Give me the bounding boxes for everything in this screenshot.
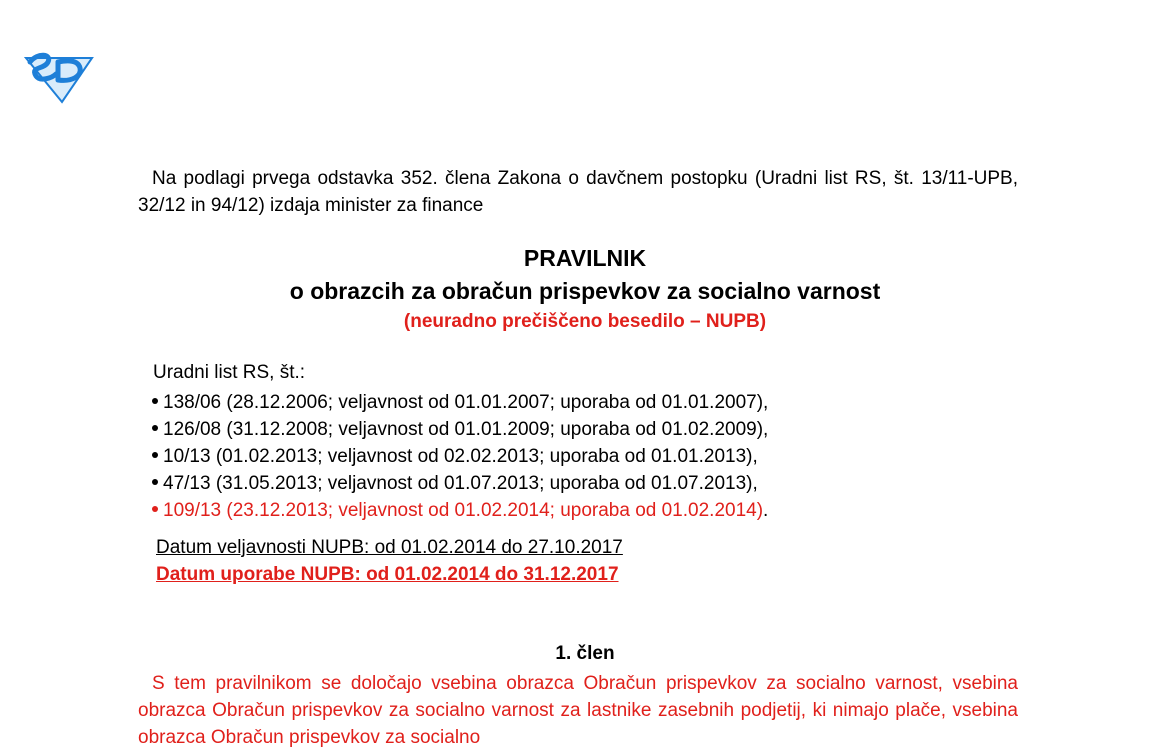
document-note: (neuradno prečiščeno besedilo – NUPB) <box>403 311 767 332</box>
article-body <box>138 670 1018 751</box>
application-date: Datum uporabe NUPB: od 01.02.2014 do 31.12.2017 <box>156 564 619 585</box>
document-subtitle: o obrazcih za obračun prispevkov za socialno varnost <box>289 278 881 304</box>
gazette-entry: 109/13 (23.12.2013; veljavnost od 01.02.2014; uporaba od 01.02.2014) <box>163 500 764 521</box>
list-item <box>152 497 768 524</box>
bullet-icon <box>152 506 158 512</box>
gazette-entry: 10/13 (01.02.2013; veljavnost od 02.02.2013; uporaba od 01.01.2013), <box>163 446 758 467</box>
gazette-entry: 126/08 (31.12.2008; veljavnost od 01.01.2009; uporaba od 01.02.2009), <box>163 419 769 440</box>
bullet-icon <box>152 479 158 485</box>
bullet-icon <box>152 452 158 458</box>
gazette-entry-tail: . <box>763 500 769 521</box>
gazette-label: Uradni list RS, št.: <box>153 362 306 383</box>
intro-text: Na podlagi prvega odstavka 352. člena Zakona o davčnem postopku (Uradni list RS, št. 13/11-UPB, 32/12 in 94/12) izdaja minister za finance <box>138 168 1018 216</box>
logo-icon <box>22 48 96 104</box>
list-item <box>152 416 768 443</box>
gazette-entry: 138/06 (28.12.2006; veljavnost od 01.01.2007; uporaba od 01.01.2007), <box>163 392 769 413</box>
gazette-entry: 47/13 (31.05.2013; veljavnost od 01.07.2013; uporaba od 01.07.2013), <box>163 473 758 494</box>
bullet-icon <box>152 425 158 431</box>
validity-date: Datum veljavnosti NUPB: od 01.02.2014 do 27.10.2017 <box>156 537 623 558</box>
list-item <box>152 470 768 497</box>
article-heading: 1. člen <box>555 643 615 664</box>
list-item <box>152 389 768 416</box>
list-item <box>152 443 768 470</box>
intro-paragraph <box>138 165 1018 219</box>
article-text: S tem pravilnikom se določajo vsebina obrazca Obračun prispevkov za socialno varnost, vsebina obrazca Obračun prispevkov za socialno varnost za lastnike zasebnih podjetij, ki nimajo plače, vsebina obrazca Obračun prispevkov za socialno <box>138 673 1018 748</box>
bullet-icon <box>152 398 158 404</box>
document-title: PRAVILNIK <box>523 245 647 271</box>
gazette-list <box>152 389 768 524</box>
